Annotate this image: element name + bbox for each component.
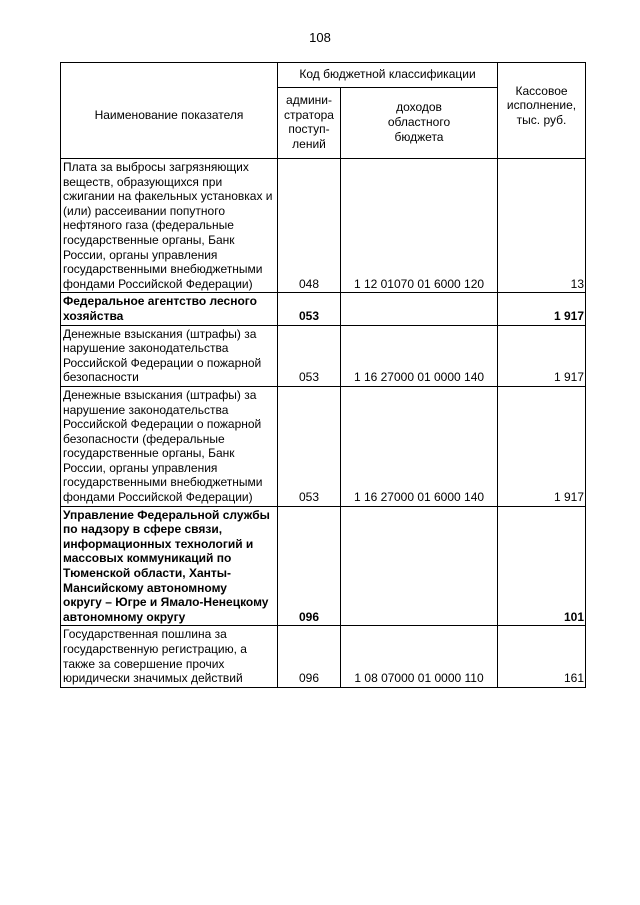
- revenue-code-cell: [341, 293, 498, 325]
- indicator-name-cell: Плата за выбросы загрязняющих веществ, образующихся при сжигании на факельных установках и (или) рассеивании попутного нефтяного газа (федеральные государственные органы, Банк России, органы управления государственными внебюджетными фондами Российской Федерации): [61, 159, 278, 293]
- indicator-name-cell: Федеральное агентство лесного хозяйства: [61, 293, 278, 325]
- amount-cell: 161: [498, 626, 586, 687]
- header-regional-revenue: доходов областного бюджета: [341, 87, 498, 158]
- budget-revenue-table: [60, 62, 586, 688]
- admin-code-cell: 096: [278, 506, 341, 626]
- table-row: [61, 159, 586, 293]
- admin-code-cell: 096: [278, 626, 341, 687]
- table-row: [61, 386, 586, 506]
- amount-cell: 1 917: [498, 293, 586, 325]
- admin-code-cell: 053: [278, 386, 341, 506]
- indicator-name-cell: Управление Федеральной службы по надзору в сфере связи, информационных технологий и массовых коммуникаций по Тюменской области, Ханты-Мансийскому автономному округу – Югре и Ямало-Ненецкому автономному округу: [61, 506, 278, 626]
- amount-cell: 101: [498, 506, 586, 626]
- table-row: [61, 626, 586, 687]
- indicator-name-cell: Денежные взыскания (штрафы) за нарушение законодательства Российской Федерации о пожарной безопасности: [61, 325, 278, 386]
- table-row: [61, 293, 586, 325]
- revenue-code-cell: 1 16 27000 01 6000 140: [341, 386, 498, 506]
- revenue-code-cell: 1 08 07000 01 0000 110: [341, 626, 498, 687]
- header-indicator-name: Наименование показателя: [61, 63, 278, 159]
- admin-code-cell: 053: [278, 325, 341, 386]
- header-administrator: админи- стратора поступ- лений: [278, 87, 341, 158]
- revenue-code-cell: [341, 506, 498, 626]
- amount-cell: 1 917: [498, 325, 586, 386]
- indicator-name-cell: Денежные взыскания (штрафы) за нарушение законодательства Российской Федерации о пожарной безопасности (федеральные государственные органы, Банк России, органы управления государственными внебюджетными фондами Российской Федерации): [61, 386, 278, 506]
- table-row: [61, 325, 586, 386]
- revenue-code-cell: 1 12 01070 01 6000 120: [341, 159, 498, 293]
- page-number: 108: [309, 30, 331, 45]
- table-row: [61, 506, 586, 626]
- indicator-name-cell: Государственная пошлина за государственную регистрацию, а также за совершение прочих юридически значимых действий: [61, 626, 278, 687]
- amount-cell: 1 917: [498, 386, 586, 506]
- revenue-code-cell: 1 16 27000 01 0000 140: [341, 325, 498, 386]
- header-budget-classification-code: Код бюджетной классификации: [278, 63, 498, 88]
- amount-cell: 13: [498, 159, 586, 293]
- header-cash-execution: Кассовое исполнение, тыс. руб.: [498, 63, 586, 159]
- admin-code-cell: 048: [278, 159, 341, 293]
- admin-code-cell: 053: [278, 293, 341, 325]
- header-row-1: [61, 63, 586, 88]
